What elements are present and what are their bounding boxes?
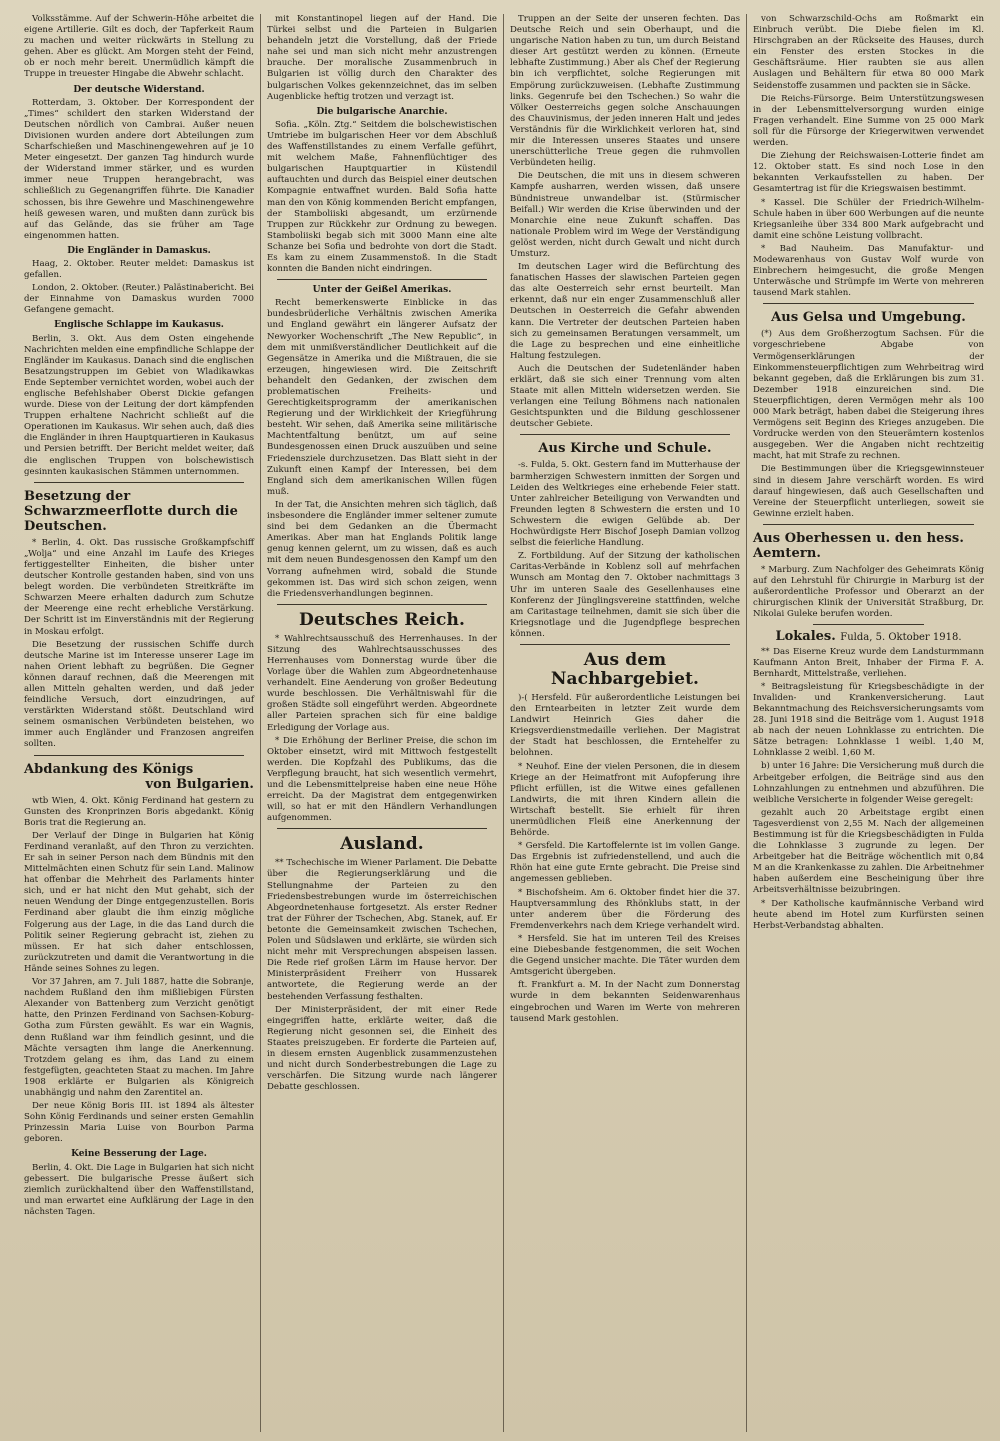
article-paragraph: Die Ziehung der Reichswaisen-Lotterie findet am 12. Oktober statt. Es sind noch Lose in den bekannten Verkaufsstellen zu haben. Der Gesamtertrag ist für die Kriegswaisen bestimmt.: [753, 151, 984, 195]
section-divider: [34, 482, 244, 483]
article-paragraph: Truppen an der Seite der unseren fechten. Das Deutsche Reich und sein Oberhaupt, und die ungarische Nation haben zu tun, um durch Beistand dieser Art gestützt werden zu können. (Erneute lebhafte Zustimmung.) Aber als Chef der Regierung bin ich verpflichtet, solche Regierungen mit Empörung zurückzuweisen. (Lebhafte Zustimmung links. Gegenrufe bei den Tschechen.) So wahr die Völker Oesterreichs gegen solche Anschauungen des Chauvinismus, der jeden inneren Halt und jedes Verständnis für die Wirklichkeit verloren hat, sind mir die Interessen unseres Staates und unsere unerschütterliche Treue gegen die ruhmvollen Verbündeten heilig.: [510, 14, 740, 169]
article-paragraph: ** Das Eiserne Kreuz wurde dem Landsturmmann Kaufmann Anton Breit, Inhaber der Firma F. A. Bernhardt, Mittelstraße, verliehen.: [753, 646, 984, 679]
subheading: Der deutsche Widerstand.: [73, 84, 205, 95]
article-paragraph: Berlin, 3. Okt. Aus dem Osten eingehende Nachrichten melden eine empfindliche Schlappe der Engländer im Kaukasus. Danach sind die englischen Besatzungstruppen im Gebiet von Wladikawkas Ende September vernichtet worden, wobei auch der englische Befehlshaber Oberst Dickie gefangen wurde. Diese von der Leitung der dort kämpfenden Truppen erhaltene Nachricht schließt auf die Operationen im Kaukasus. Wir sehen auch, daß dies die Engländer in ihren Hauptquartieren in Kaukasus und Persien betrifft. Der Bericht meldet weiter, daß die englischen Truppen von bolschewistisch gesinnten kaukasischen Stämmen unternommen.: [24, 333, 254, 477]
headline: Aus Gelsa und Umgebung.: [771, 310, 966, 326]
column-4: [747, 14, 990, 1432]
article-paragraph: wtb Wien, 4. Okt. König Ferdinand hat gestern zu Gunsten des Kronprinzen Boris abgedankt. König Boris trat die Regierung an.: [24, 795, 254, 828]
section-divider: [277, 279, 487, 280]
section-divider: [763, 524, 974, 525]
article-paragraph: * Berlin, 4. Okt. Das russische Großkampfschiff „Wolja“ und eine Anzahl im Laufe des Krieges fertiggestellter Einheiten, die bisher unter deutscher Kontrolle gestanden haben, sind von uns belegt worden. Die verbündeten Streitkräfte im Schwarzen Meere erhalten dadurch zum Schutze der Meerenge eine recht erhebliche Verstärkung. Der Schritt ist im Einverständnis mit der Regierung in Moskau erfolgt.: [24, 537, 254, 637]
article-paragraph: Haag, 2. Oktober. Reuter meldet: Damaskus ist gefallen.: [24, 258, 254, 281]
article-paragraph: Im deutschen Lager wird die Befürchtung des fanatischen Hasses der slawischen Parteien gegen das alte Oesterreich sehr ernst beurteilt. Man erkennt, daß nur ein enger Zusammenschluß aller Deutschen in Oesterreich die Gefahr abwenden kann. Die Vertreter der deutschen Parteien haben sich zu gemeinsamen Beratungen versammelt, um die Lage zu besprechen und eine einheitliche Haltung festzulegen.: [510, 262, 740, 361]
article-paragraph: London, 2. Oktober. (Reuter.) Palästinabericht. Bei der Einnahme von Damaskus wurden 7000 Gefangene gemacht.: [24, 283, 254, 316]
subheading: Englische Schlappe im Kaukasus.: [54, 320, 224, 331]
subheading: Keine Besserung der Lage.: [71, 1149, 207, 1160]
article-paragraph: Der neue König Boris III. ist 1894 als ältester Sohn König Ferdinands und seiner ersten Gemahlin Prinzessin Maria Luise von Bourbon Parma geboren.: [24, 1101, 254, 1145]
article-paragraph: Die Besetzung der russischen Schiffe durch deutsche Marine ist im Interesse unserer Lage im nahen Orient lebhaft zu begrüßen. Die Gegner können darauf rechnen, daß die Meerengen mit allen Mitteln gehalten werden, und daß jeder feindliche Versuch, dort einzudringen, auf verstärkten Widerstand stößt. Deutschland wird seinem osmanischen Verbündeten beistehen, wo immer auch Engländer und Franzosen angreifen sollten.: [24, 639, 254, 750]
headline-line: von Bulgarien.: [145, 776, 254, 792]
article-paragraph: Vor 37 Jahren, am 7. Juli 1887, hatte die Sobranje, nachdem Rußland den ihm mißliebigen Fürsten Alexander von Battenberg zum Verzicht genötigt hatte, den Prinzen Ferdinand von Sachsen-Koburg-Gotha zum Fürsten gewählt. Es war ein Wagnis, denn Rußland war ihm feindlich gesinnt, und die Mächte versagten ihm lange die Anerkennung. Trotzdem gelang es ihm, das Land zu einem festgefügten, geachteten Staat zu machen. Im Jahre 1908 erklärte er Bulgarien als Königreich unabhängig und nahm den Zarentitel an.: [24, 977, 254, 1098]
headline: Aus dem Nachbargebiet.: [550, 649, 700, 689]
headline: Aus Oberhessen u. den hess. Aemtern.: [753, 530, 964, 561]
headline: Aus Kirche und Schule.: [538, 441, 712, 457]
article-paragraph: * Gersfeld. Die Kartoffelernte ist im vollen Gange. Das Ergebnis ist zufriedenstellend, und auch die Rhön hat eine gute Ernte gebracht. Die Preise sind angemessen geblieben.: [510, 841, 740, 885]
article-paragraph: )-( Hersfeld. Für außerordentliche Leistungen bei den Erntearbeiten in letzter Zeit wurde dem Landwirt Heinrich Gies daher die Kriegsverdienstmedaille verliehen. Der Magistrat der Stadt hat beschlossen, die Erntehelfer zu belohnen.: [510, 692, 740, 759]
article-paragraph: von Schwarzschild-Ochs am Roßmarkt ein Einbruch verübt. Die Diebe fielen im Kl. Hirschgraben an der Rückseite des Hauses, durch ein Fenster des ersten Stockes in die Geschäftsräume. Hier raubten sie aus allen Auslagen und Behältern für etwa 80 000 Mark Seidenstoffe zusammen und packten sie in Säcke.: [753, 14, 984, 91]
headline: [24, 762, 254, 792]
article-paragraph: Der Ministerpräsident, der mit einer Rede eingegriffen hatte, erklärte weiter, daß die Regierung nicht gesonnen sei, die Einheit des Staates preiszugeben. Er forderte die Parteien auf, in diesem ernsten Augenblick zusammenzustehen und nicht durch Sonderbestrebungen die Lage zu verschärfen. Die Sitzung wurde nach längerer Debatte geschlossen.: [267, 1004, 497, 1093]
section-divider: [763, 303, 974, 304]
article-paragraph: Recht bemerkenswerte Einblicke in das bundesbrüderliche Verhältnis zwischen Amerika und England gewährt ein längerer Aufsatz der Newyorker Wochenschrift „The New Republic“, in dem mit unmißverständlicher Deutlichkeit auf die Gegensätze in Amerika und die Mißtrauen, die sie erzeugen, hingewiesen wird. Die Zeitschrift behandelt den Gedanken, der zwischen dem problematischen Freiheits- und Gerechtigkeitsprogramm der amerikanischen Regierung und der Wirklichkeit der Kriegführung besteht. Wir sehen, daß Amerika seine militärische Machtentfaltung benützt, um auf seine Bundesgenossen einen Druck auszuüben und seine Friedensziele durchzusetzen. Das Blatt sieht in der Zukunft einen Kampf der Interessen, bei dem England sich dem amerikanischen Willen fügen muß.: [267, 298, 497, 497]
article-paragraph: ft. Frankfurt a. M. In der Nacht zum Donnerstag wurde in dem bekannten Seidenwarenhaus eingebrochen und Waren im Werte von mehreren tausend Mark gestohlen.: [510, 980, 740, 1024]
column-1: [18, 14, 261, 1432]
article-paragraph: * Bischofsheim. Am 6. Oktober findet hier die 37. Hauptversammlung des Rhönklubs statt, in der unter anderem über die Förderung des Fremdenverkehrs nach dem Kriege verhandelt wird.: [510, 887, 740, 931]
article-paragraph: gezahlt auch 20 Arbeitstage ergibt einen Tagesverdienst von 2,55 M. Nach der allgemeinen Bestimmung ist für die Kriegsbeschädigten in Fulda die Lohnklasse 3 zugrunde zu legen. Der Arbeitgeber hat die Beiträge wöchentlich mit 0,84 M an die Krankenkasse zu zahlen. Die Arbeitnehmer haben außerdem eine Bescheinigung über ihre Arbeitsverhältnisse beizubringen.: [753, 807, 984, 896]
article-paragraph: Z. Fortbildung. Auf der Sitzung der katholischen Caritas-Verbände in Koblenz soll auf mehrfachen Wunsch am Montag den 7. Oktober nachmittags 3 Uhr im unteren Saale des Gesellenhauses eine Konferenz der Jünglingsvereine stattfinden, welche am Caritastage teilnehmen, damit sie sich über die Kriegsnotlage und die Jugendpflege besprechen können.: [510, 551, 740, 639]
article-paragraph: Die Deutschen, die mit uns in diesem schweren Kampfe ausharren, werden wissen, daß unsere Bündnistreue unwandelbar ist. (Stürmischer Beifall.) Wir werden die Krise überwinden und der Monarchie eine neue Zukunft schaffen. Das nationale Problem wird im Wege der Verständigung gelöst werden, nicht durch Gewalt und nicht durch Umsturz.: [510, 171, 740, 259]
article-paragraph: Rotterdam, 3. Oktober. Der Korrespondent der „Times“ schildert den starken Widerstand der Deutschen nördlich von Cambrai. Außer neuen Divisionen wurden andere dort Abteilungen zum Scharfschießen und Maschinengewehren auf je 10 Meter eingesetzt. Der ganzen Tag hindurch wurde der Widerstand immer stärker, und es wurden immer neue Truppen herangebracht, was schließlich zu Gegenangriffen führte. Die Kanadier schossen, bis ihre Gewehre und Maschinengewehre heiß gewesen waren, und mußten dann zurück bis auf das Gelände, das sie früher am Tage eingenommen hatten.: [24, 97, 254, 241]
section-divider: [34, 755, 244, 756]
article-paragraph: * Die Erhöhung der Berliner Preise, die schon im Oktober einsetzt, wird mit Mittwoch festgestellt werden. Die Kopfzahl des Publikums, das die Verpflegung braucht, hat sich wesentlich vermehrt, und die Lebensmittelpreise haben eine neue Höhe erreicht. Da der Magistrat dem entgegenwirken will, so hat er mit den Händlern Verhandlungen aufgenommen.: [267, 735, 497, 824]
article-paragraph: Auch die Deutschen der Sudetenländer haben erklärt, daß sie sich einer Trennung vom alten Staate mit allen Mitteln widersetzen werden. Sie verlangen eine Teilung Böhmens nach nationalen Gesichtspunkten und die Bildung geschlossener deutscher Gebiete.: [510, 363, 740, 430]
article-paragraph: (*) Aus dem Großherzogtum Sachsen. Für die vorgeschriebene Abgabe von Vermögenserklärungen der Einkommensteuerpflichtigen zum Wehrbeitrag wird bekannt gegeben, daß die Erklärungen bis zum 31. Dezember 1918 einzureichen sind. Die Steuerpflichtigen, deren Vermögen mehr als 100 000 Mark beträgt, haben dabei die Steigerung ihres Vermögens seit Beginn des Krieges anzugeben. Die Vordrucke werden von den Steuerämtern kostenlos ausgegeben. Wer die Angaben nicht rechtzeitig macht, hat mit Strafe zu rechnen.: [753, 329, 984, 462]
article-paragraph: * Wahlrechtsausschuß des Herrenhauses. In der Sitzung des Wahlrechtsausschusses des Herrenhauses vom Donnerstag wurde über die Vorlage über die Wahlen zum Abgeordnetenhause verhandelt. Eine Aenderung von großer Bedeutung wurde beschlossen. Die Verhältniswahl für die großen Städte soll eingeführt werden. Abgeordnete aller Parteien sprachen sich für eine baldige Erledigung der Vorlage aus.: [267, 633, 497, 733]
column-3: [504, 14, 747, 1432]
article-paragraph: * Hersfeld. Sie hat im unteren Teil des Kreises eine Diebesbande festgenommen, die seit Wochen die Gegend unsicher machte. Die Täter wurden dem Amtsgericht übergeben.: [510, 933, 740, 978]
article-paragraph: mit Konstantinopel liegen auf der Hand. Die Türkei selbst und die Parteien in Bulgarien behandeln jetzt die Vorstellung, daß der Friede nahe sei und man sich nicht mehr anzustrengen brauche. Der moralische Zusammenbruch in Bulgarien ist völlig durch den Charakter des bulgarischen Volkes gekennzeichnet, das im selben Augenblicke heftig trotzen und verzagt ist.: [267, 14, 497, 102]
dateline: Fulda, 5. Oktober 1918.: [840, 632, 962, 644]
article-paragraph: In der Tat, die Ansichten mehren sich täglich, daß insbesondere die Engländer immer seltener zumute sind bei dem Gedanken an die Übermacht Amerikas. Aber man hat Englands Politik lange genug kennen gelernt, um zu wissen, daß es auch mit dem neuen Bundesgenossen den Kampf um den Vorrang aufnehmen wird, sobald die Stunde gekommen ist. Das wird sich schon zeigen, wenn die Friedensverhandlungen beginnen.: [267, 499, 497, 599]
article-paragraph: -s. Fulda, 5. Okt. Gestern fand im Mutterhause der barmherzigen Schwestern inmitten der Sorgen und Leiden des Weltkrieges eine erhebende Feier statt. Unter zahlreicher Beteiligung von Verwandten und Freunden legten 8 Schwestern die ersten und 10 Schwestern die ewigen Gelübde ab. Der Hochwürdigste Herr Bischof Joseph Damian vollzog selbst die feierliche Handlung.: [510, 460, 740, 549]
subheading: Unter der Geißel Amerikas.: [312, 285, 452, 296]
article-paragraph: Der Verlauf der Dinge in Bulgarien hat König Ferdinand veranlaßt, auf den Thron zu verzichten. Er sah in seiner Person nach dem Bündnis mit den Mittelmächten einen Schutz für sein Land. Malinow hat offenbar die Mehrheit des Parlaments hinter sich, und er hat nicht den Mut gehabt, sich der neuen Wendung der Dinge entgegenzustellen. Boris Ferdinand aber glaubt die ihm einzig mögliche Folgerung aus der Lage, in die das Land durch die Politik seiner Regierung gebracht ist, ziehen zu müssen. Er hat sich daher entschlossen, zurückzutreten und damit die Verantwortung in die Hände seines Sohnes zu legen.: [24, 830, 254, 974]
headline: Besetzung der Schwarzmeerflotte durch die Deutschen.: [24, 488, 239, 534]
article-paragraph: Berlin, 4. Okt. Die Lage in Bulgarien hat sich nicht gebessert. Die bulgarische Presse äußert sich ziemlich zurückhaltend über den Waffenstillstand, und man erwartet eine Aufklärung der Lage in den nächsten Tagen.: [24, 1162, 254, 1217]
article-paragraph: Die Bestimmungen über die Kriegsgewinnsteuer sind in diesem Jahre verschärft worden. Es wird darauf hingewiesen, daß auch Gesellschaften und Vereine der Steuerpflicht unterliegen, soweit sie Gewinne erzielt haben.: [753, 464, 984, 519]
article-paragraph: * Beitragsleistung für Kriegsbeschädigte in der Invaliden- und Krankenversicherung. Laut Bekanntmachung des Reichsversicherungsamts vom 28. Juni 1918 sind die Beiträge vom 1. August 1918 ab nach der neuen Lohnklasse zu entrichten. Die Sätze betragen: Lohnklasse 1 weibl. 1,40 M, Lohnklasse 2 weibl. 1,60 M.: [753, 681, 984, 759]
section-title: Lokales.: [775, 629, 836, 645]
article-paragraph: * Marburg. Zum Nachfolger des Geheimrats König auf den Lehrstuhl für Chirurgie in Marburg ist der außerordentliche Professor und Oberarzt an der chirurgischen Klinik der Universität Straßburg, Dr. Nikolai Guleke berufen worden.: [753, 564, 984, 620]
headline-line: Abdankung des Königs: [24, 761, 194, 777]
section-heading-lokales: [753, 631, 984, 643]
article-paragraph: * Kassel. Die Schüler der Friedrich-Wilhelm-Schule haben in über 600 Werbungen auf die neunte Kriegsanleihe über 334 800 Mark aufgebracht und damit eine schöne Leistung vollbracht.: [753, 197, 984, 241]
section-divider: [520, 644, 730, 645]
subheading: Die Engländer in Damaskus.: [67, 245, 211, 256]
article-paragraph: * Der Katholische kaufmännische Verband wird heute abend im Hotel zum Kurfürsten seinen Herbst-Verbandstag abhalten.: [753, 898, 984, 931]
section-divider: [277, 604, 487, 605]
section-divider: [520, 434, 730, 435]
section-divider: [277, 828, 487, 829]
article-paragraph: Sofia. „Köln. Ztg.“ Seitdem die bolschewistischen Umtriebe im bulgarischen Heer vor dem Abschluß des Waffenstillstandes zu einem Verfalle geführt, mit welchem Maße, Fahnenflüchtiger des bulgarischen Hauptquartier in Küstendil auftauchten und durch das Beispiel einer deutschen Kompagnie entwaffnet wurden. Bald Sofia hatte man den von König kommenden Bericht empfangen, der Stamboliiski abgesandt, um erzürnende Truppen zur Rückkehr zur Ordnung zu bewegen. Stamboliiski begab sich mit 3000 Mann eine alte Schanze bei Sofia und bedrohte von dort die Stadt. Es kam zu einem Zusammenstoß. In die Stadt konnten die Banden nicht eindringen.: [267, 119, 497, 275]
headline: Deutsches Reich.: [299, 609, 465, 630]
column-container: [18, 14, 990, 1432]
column-2: [261, 14, 504, 1432]
headline: Ausland.: [340, 834, 424, 855]
article-paragraph: * Neuhof. Eine der vielen Personen, die in diesem Kriege an der Heimatfront mit Aufopferung ihre Pflicht erfüllen, ist die Witwe eines gefallenen Landwirts, die mit ihren Kindern allein die Wirtschaft bestellt. Sie erhielt für ihren unermüdlichen Fleiß eine Anerkennung der Behörde.: [510, 761, 740, 839]
article-paragraph: * Bad Nauheim. Das Manufaktur- und Modewarenhaus von Gustav Wolf wurde von Einbrechern heimgesucht, die große Mengen Unterwäsche und Strümpfe im Werte von mehreren tausend Mark stahlen.: [753, 243, 984, 299]
section-divider: [813, 624, 924, 625]
article-paragraph: ** Tschechische im Wiener Parlament. Die Debatte über die Regierungserklärung und die Stellungnahme der Parteien zu den Friedensbestrebungen wurde im österreichischen Abgeordnetenhause fortgesetzt. Als erster Redner trat der Führer der Tschechen, Abg. Stanek, auf. Er betonte die Gemeinsamkeit zwischen Tschechen, Polen und Südslawen und erklärte, sie würden sich nicht mehr mit Versprechungen abspeisen lassen. Die Rede rief großen Lärm im Hause hervor. Der Ministerpräsident Freiherr von Hussarek antwortete, die Regierung werde an der bestehenden Verfassung festhalten.: [267, 858, 497, 1002]
subheading: Die bulgarische Anarchie.: [316, 106, 448, 117]
article-paragraph: Die Reichs-Fürsorge. Beim Unterstützungswesen in der Lebensmittelversorgung wurden einige Fragen verhandelt. Eine Summe von 25 000 Mark soll für die Fürsorge der Kriegerwitwen verwendet werden.: [753, 93, 984, 149]
article-paragraph: b) unter 16 Jahre: Die Versicherung muß durch die Arbeitgeber erfolgen, die Beiträge sind aus den Lohnzahlungen zu entnehmen und abzuführen. Die weibliche Versicherte in folgender Weise geregelt:: [753, 761, 984, 805]
article-paragraph: Volksstämme. Auf der Schwerin-Höhe arbeitet die eigene Artillerie. Gilt es doch, der Tapferkeit Raum zu machen und weiter rückwärts in Stellung zu gehen. Aber es glückt. Am Morgen steht der Feind, ob er noch mehr bereit. Unermüdlich kämpft die Truppe in treuester Hingabe die Abwehr schlacht.: [24, 14, 254, 80]
